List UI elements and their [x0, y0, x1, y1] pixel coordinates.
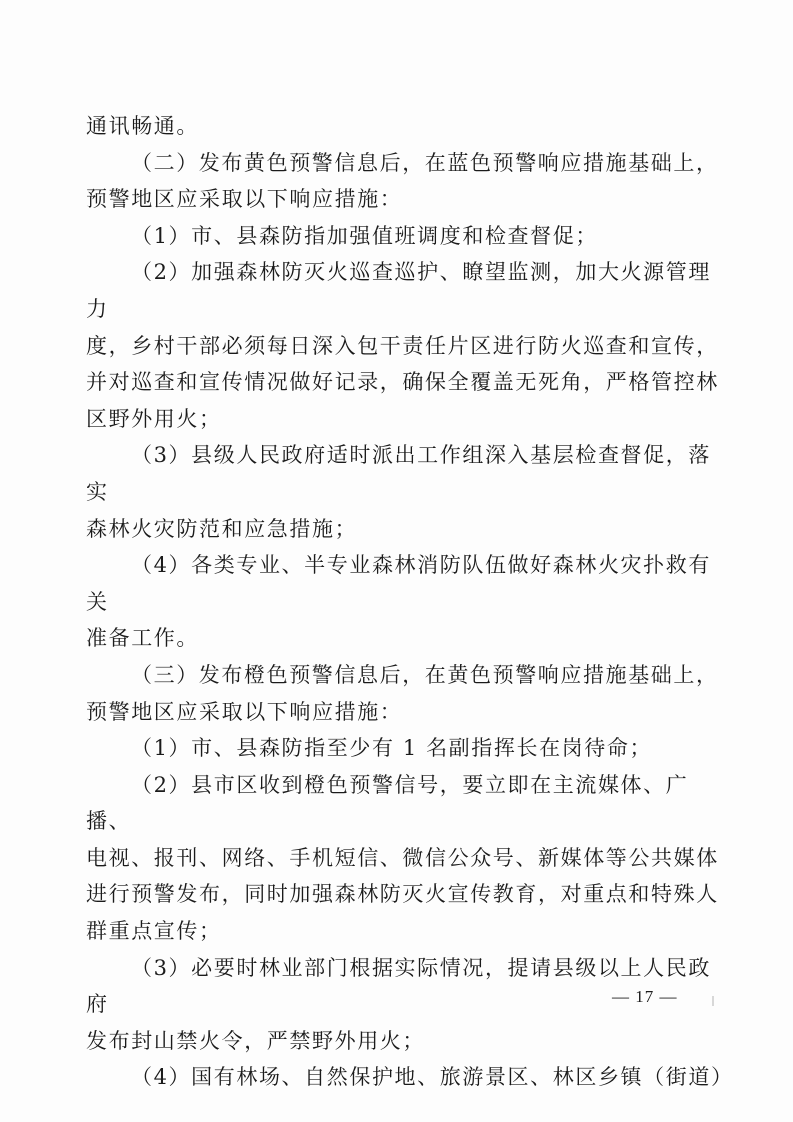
text-line: （2）县市区收到橙色预警信号，要立即在主流媒体、广播、	[86, 772, 689, 834]
page-number: — 17 —	[612, 987, 678, 1006]
scan-mark	[712, 996, 714, 1006]
paragraph	[86, 547, 726, 657]
document-body	[86, 108, 734, 1096]
paragraph	[86, 254, 726, 437]
text-line: （1）市、县森防指至少有 1 名副指挥长在岗待命；	[131, 736, 653, 761]
paragraph	[86, 657, 726, 730]
text-line: 预警地区应采取以下响应措施：	[86, 699, 403, 724]
paragraph	[86, 730, 726, 767]
text-line: 区野外用火；	[86, 406, 222, 431]
text-line: （三）发布橙色预警信息后，在黄色预警响应措施基础上，	[131, 662, 719, 687]
paragraph	[86, 437, 726, 547]
text-line: （4）各类专业、半专业森林消防队伍做好森林火灾扑救有关	[86, 553, 711, 614]
paragraph	[86, 1059, 734, 1096]
text-line: 发布封山禁火令，严禁野外用火；	[86, 1028, 425, 1053]
paragraph	[86, 108, 726, 145]
paragraph	[86, 145, 726, 218]
text-line: （1）市、县森防指加强值班调度和检查督促；	[131, 223, 598, 248]
text-line: （2）加强森林防灭火巡查巡护、瞭望监测，加大火源管理力	[86, 260, 711, 321]
text-line: 群重点宣传；	[86, 919, 222, 944]
text-line: 预警地区应采取以下响应措施：	[86, 187, 403, 212]
paragraph	[86, 218, 726, 255]
paragraph	[86, 767, 726, 950]
text-line: （3）必要时林业部门根据实际情况，提请县级以上人民政府	[86, 955, 711, 1017]
text-line: 森林火灾防范和应急措施；	[86, 516, 358, 541]
text-line: 准备工作。	[86, 626, 199, 651]
text-line: 通讯畅通。	[86, 114, 199, 138]
text-line: （3）县级人民政府适时派出工作组深入基层检查督促，落实	[86, 443, 711, 504]
text-line: 度，乡村干部必须每日深入包干责任片区进行防火巡查和宣传，	[86, 333, 719, 358]
text-line: 进行预警发布，同时加强森林防灭火宣传教育，对重点和特殊人	[86, 882, 719, 907]
text-line: （二）发布黄色预警信息后，在蓝色预警响应措施基础上，	[131, 150, 719, 175]
text-line: （4）国有林场、自然保护地、旅游景区、林区乡镇（街道）	[131, 1065, 734, 1090]
text-line: 并对巡查和宣传情况做好记录，确保全覆盖无死角，严格管控林	[86, 370, 719, 395]
text-line: 电视、报刊、网络、手机短信、微信公众号、新媒体等公共媒体	[86, 845, 719, 870]
